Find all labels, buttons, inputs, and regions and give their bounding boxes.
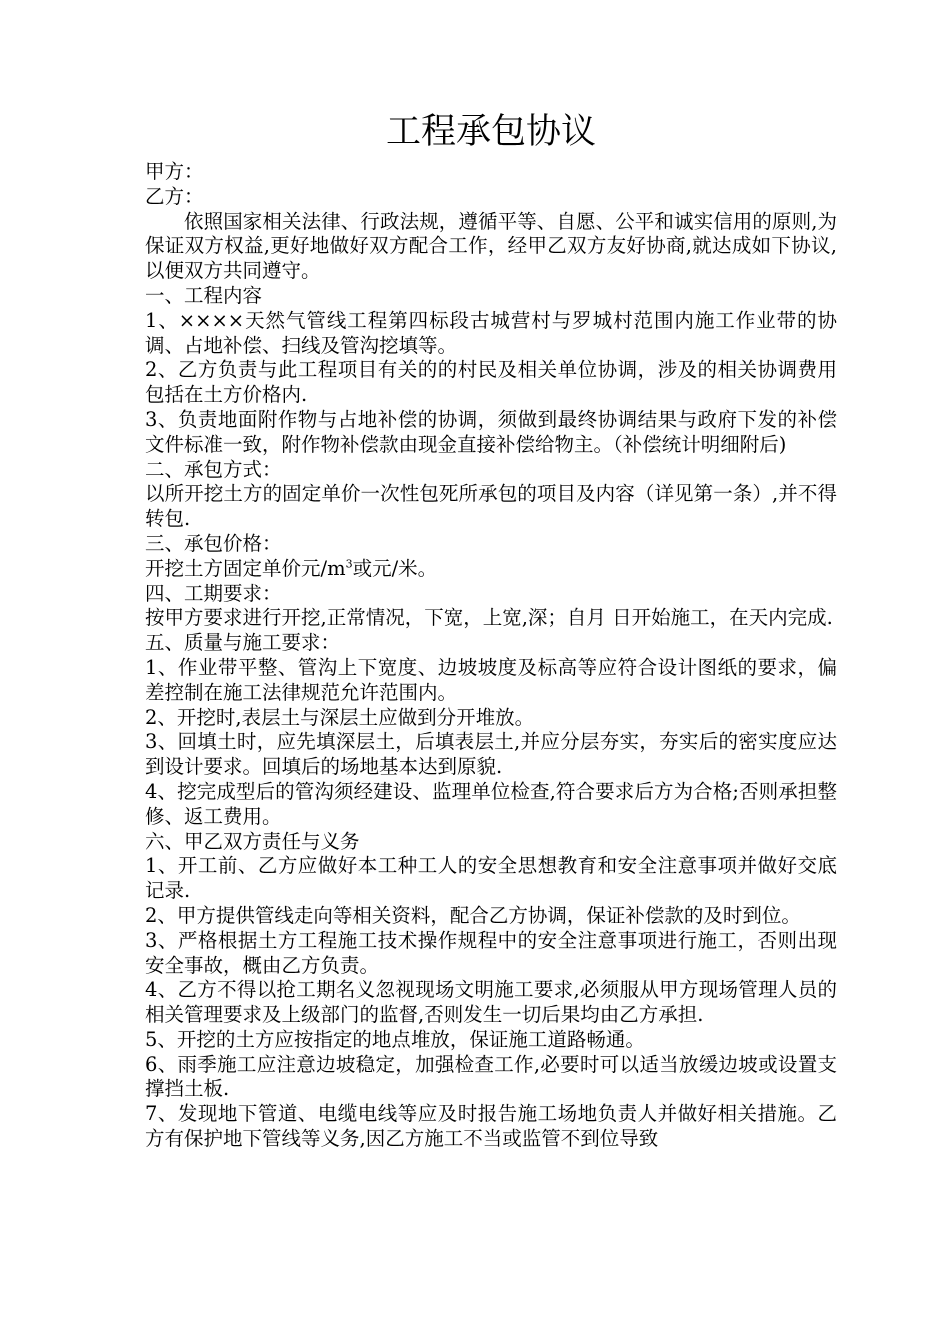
clause-paragraph: 1、××××天然气管线工程第四标段古城营村与罗城村范围内施工作业带的协调、占地补偿、扫线及管沟挖填等。 (145, 308, 837, 357)
price-clause (145, 557, 837, 582)
clause-paragraph: 2、乙方负责与此工程项目有关的的村民及相关单位协调，涉及的相关协调费用包括在土方价格内. (145, 358, 837, 407)
document-title: 工程承包协议 (385, 112, 596, 152)
clause-paragraph: 按甲方要求进行开挖,正常情况，下宽，上宽,深；自月 日开始施工，在天内完成. (145, 606, 833, 630)
clause-paragraph: 3、严格根据土方工程施工技术操作规程中的安全注意事项进行施工，否则出现安全事故，概由乙方负责。 (145, 928, 837, 977)
price-suffix: 或元/米。 (352, 556, 438, 580)
cubic-superscript: 3 (345, 557, 353, 571)
section-heading-work-content: 一、工程内容 (145, 283, 263, 307)
clause-paragraph: 2、甲方提供管线走向等相关资料，配合乙方协调，保证补偿款的及时到位。 (145, 903, 801, 927)
section-heading-responsibilities: 六、甲乙双方责任与义务 (145, 829, 360, 853)
clause-paragraph: 3、负责地面附作物与占地补偿的协调，须做到最终协调结果与政府下发的补偿文件标准一致，附作物补偿款由现金直接补偿给物主。（补偿统计明细附后) (145, 407, 837, 456)
clause-paragraph: 7、发现地下管道、电缆电线等应及时报告施工场地负责人并做好相关措施。乙方有保护地下管线等义务,因乙方施工不当或监管不到位导致 (145, 1102, 837, 1151)
price-prefix: 开挖土方固定单价元/m (145, 556, 346, 580)
clause-paragraph: 6、雨季施工应注意边坡稳定，加强检查工作,必要时可以适当放缓边坡或设置支撑挡土板. (145, 1052, 837, 1101)
section-heading-schedule: 四、工期要求： (145, 581, 282, 605)
section-heading-contract-price: 三、承包价格： (145, 531, 282, 555)
clause-paragraph: 5、开挖的土方应按指定的地点堆放，保证施工道路畅通。 (145, 1027, 645, 1051)
party-b-label: 乙方： (145, 184, 204, 208)
document-page (145, 108, 837, 1152)
clause-paragraph: 2、开挖时,表层土与深层土应做到分开堆放。 (145, 705, 535, 729)
clause-paragraph: 1、作业带平整、管沟上下宽度、边坡坡度及标高等应符合设计图纸的要求，偏差控制在施工法律规范允许范围内。 (145, 655, 837, 704)
clause-paragraph: 4、挖完成型后的管沟须经建设、监理单位检查,符合要求后方为合格;否则承担整修、返工费用。 (145, 779, 837, 828)
section-heading-quality: 五、质量与施工要求： (145, 631, 341, 655)
clause-paragraph: 1、开工前、乙方应做好本工种工人的安全思想教育和安全注意事项并做好交底记录. (145, 854, 837, 903)
preamble-paragraph: 依照国家相关法律、行政法规，遵循平等、自愿、公平和诚实信用的原则,为保证双方权益,更好地做好双方配合工作，经甲乙双方友好协商,就达成如下协议,以便双方共同遵守。 (145, 209, 837, 283)
clause-paragraph: 3、回填土时，应先填深层土，后填表层土,并应分层夯实，夯实后的密实度应达到设计要求。回填后的场地基本达到原貌. (145, 730, 837, 779)
party-a-label: 甲方： (145, 160, 204, 183)
section-heading-contract-method: 二、承包方式： (145, 457, 282, 481)
clause-paragraph: 4、乙方不得以抢工期名义忽视现场文明施工要求,必须服从甲方现场管理人员的相关管理要求及上级部门的监督,否则发生一切后果均由乙方承担. (145, 978, 837, 1027)
clause-paragraph: 以所开挖土方的固定单价一次性包死所承包的项目及内容（详见第一条）,并不得转包. (145, 482, 837, 531)
